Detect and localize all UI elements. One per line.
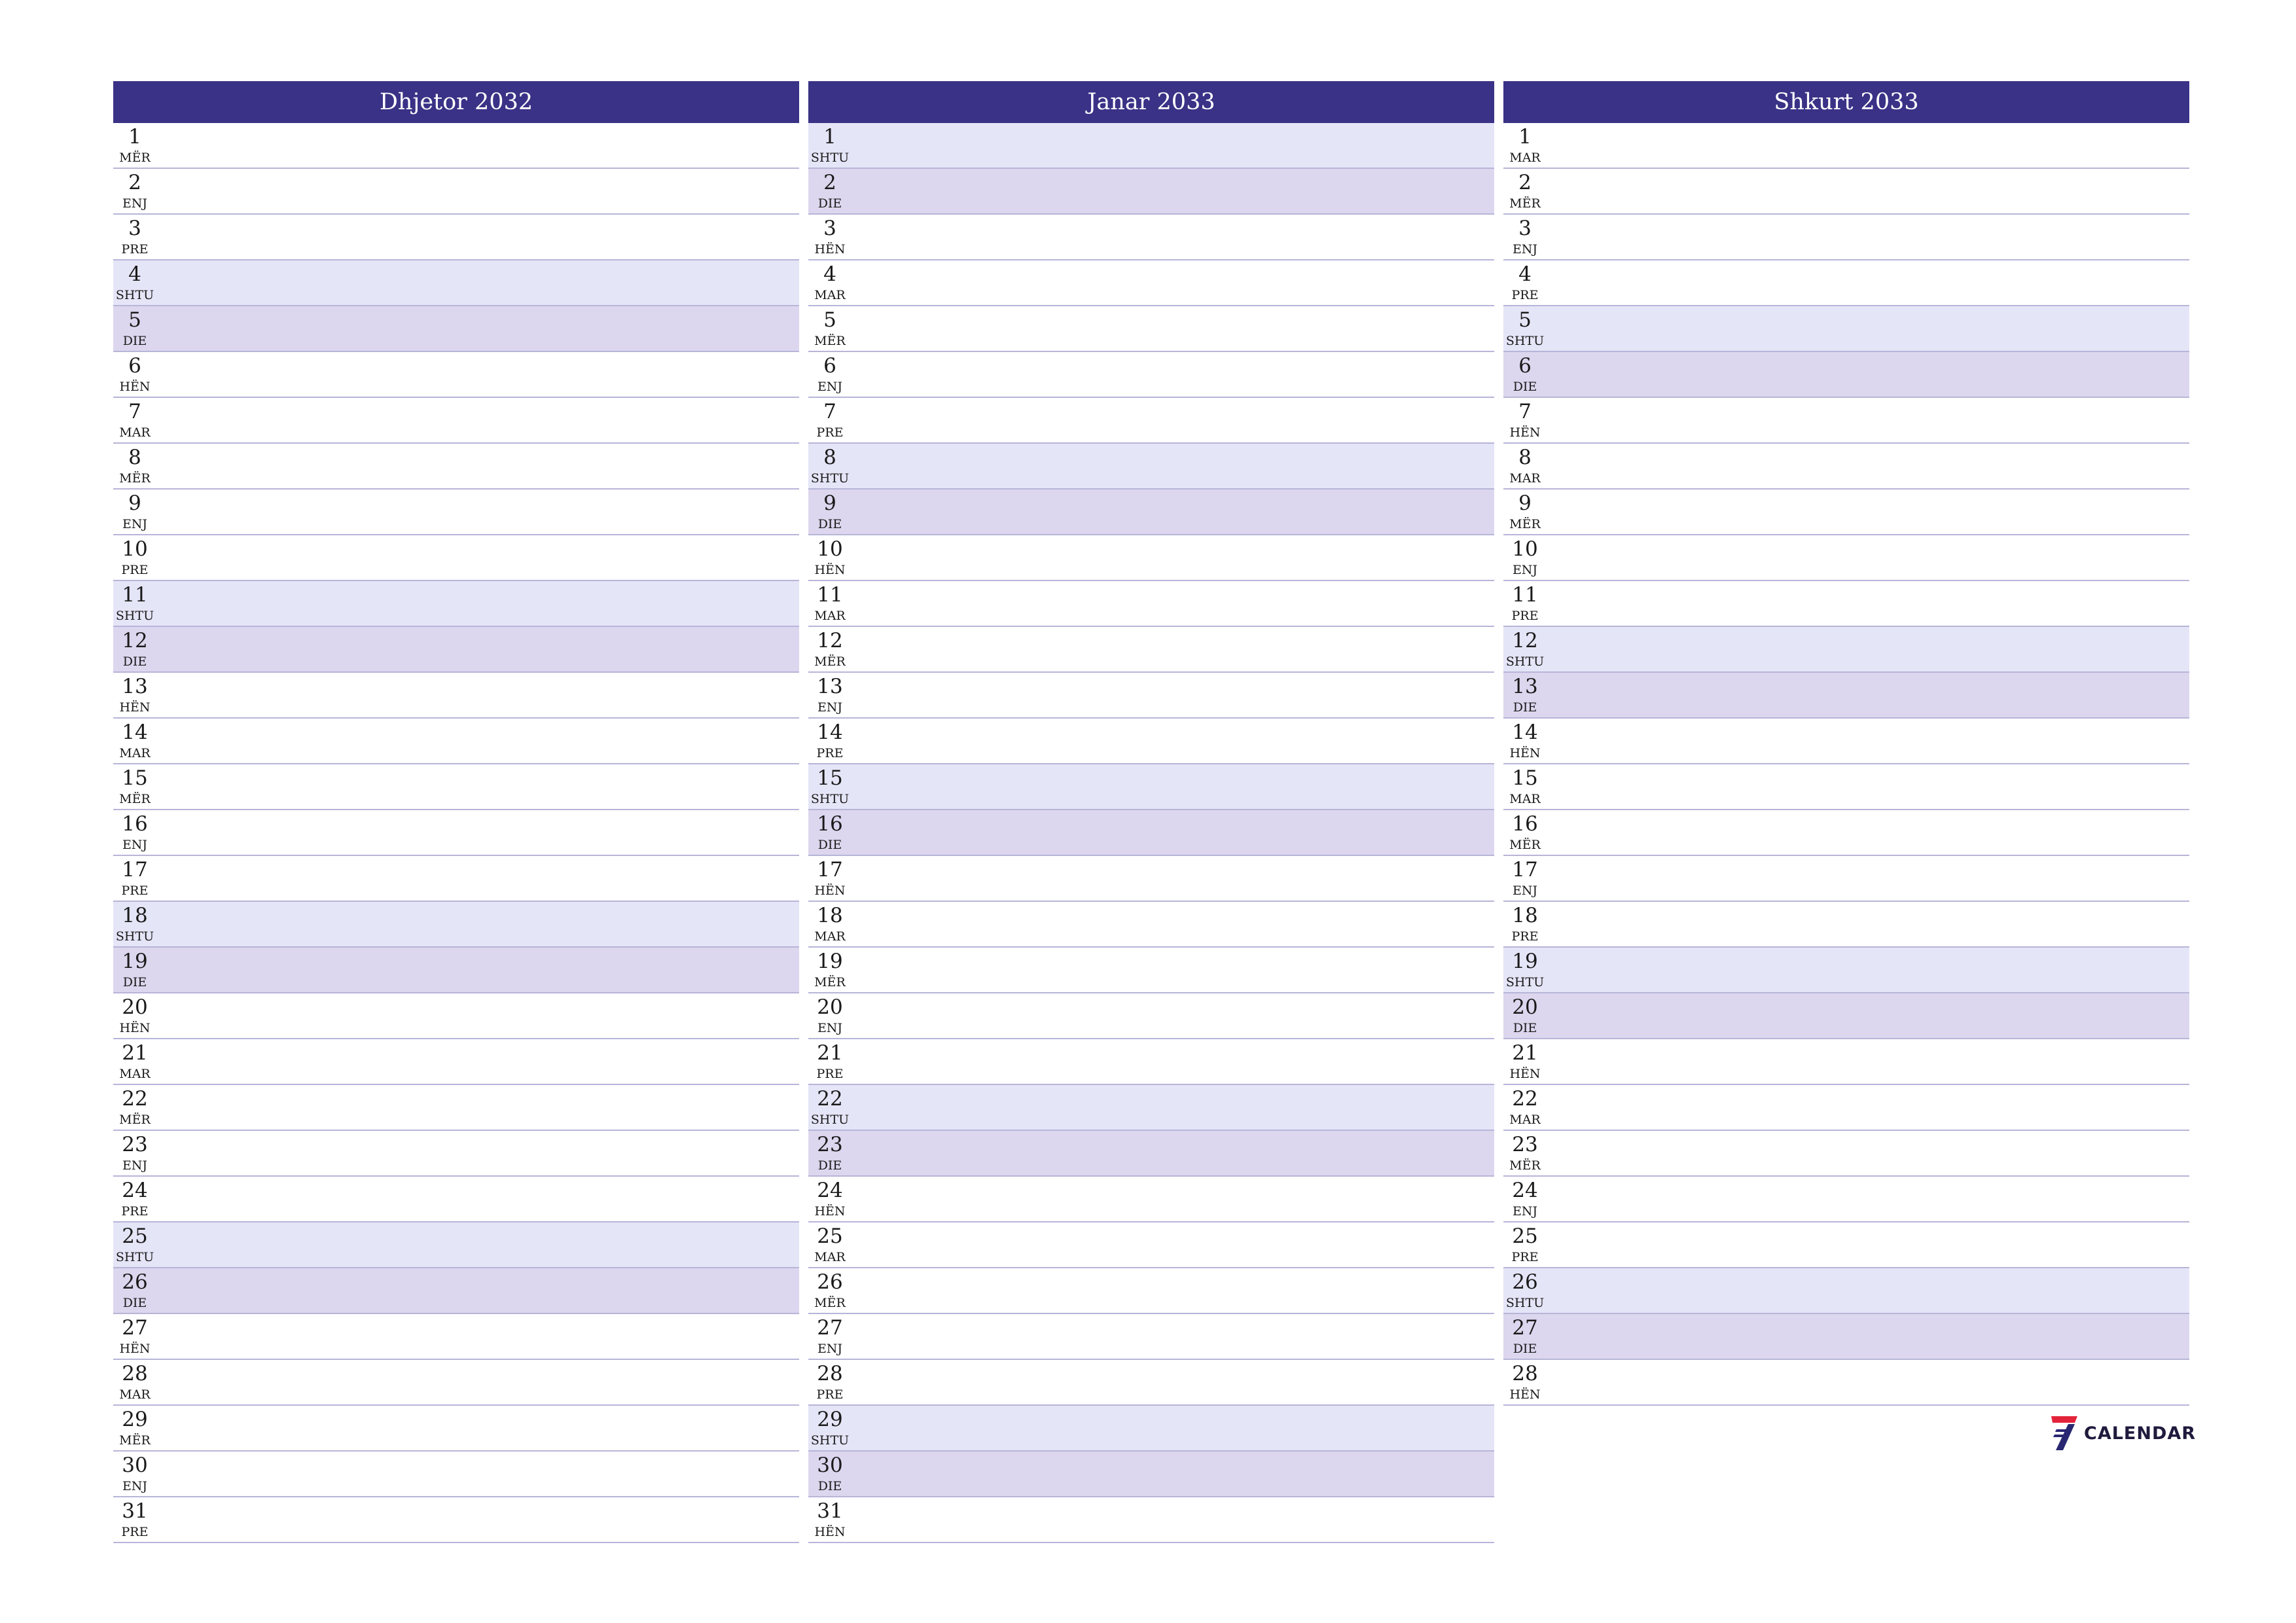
day-row	[808, 1222, 1494, 1268]
weekday-abbr: PRE	[1511, 1250, 1539, 1264]
day-row	[808, 719, 1494, 764]
day-row	[113, 1314, 799, 1360]
weekday-abbr: MAR	[814, 288, 846, 302]
day-row	[113, 1177, 799, 1222]
weekday-abbr: PRE	[1511, 929, 1539, 944]
weekday-abbr: SHTU	[1505, 1296, 1545, 1310]
day-number: 5	[1518, 308, 1532, 332]
weekday-abbr: DIE	[817, 196, 842, 211]
day-row	[808, 260, 1494, 306]
day-row	[1503, 490, 2189, 535]
day-row	[1503, 1360, 2189, 1406]
day-number: 24	[817, 1179, 843, 1202]
weekday-abbr: SHTU	[115, 929, 154, 944]
weekday-abbr: HËN	[1509, 1387, 1541, 1402]
day-number: 23	[817, 1133, 843, 1156]
day-row	[808, 398, 1494, 444]
day-number: 8	[1518, 446, 1532, 469]
day-number: 7	[1518, 400, 1532, 423]
weekday-abbr: MËR	[1509, 196, 1541, 211]
day-row	[113, 764, 799, 810]
day-number: 29	[122, 1408, 148, 1431]
day-number: 20	[817, 995, 843, 1019]
weekday-abbr: MËR	[814, 334, 846, 348]
day-number: 27	[122, 1316, 148, 1340]
weekday-abbr: MAR	[1509, 151, 1541, 165]
day-row	[1503, 948, 2189, 993]
weekday-abbr: ENJ	[1512, 883, 1538, 898]
month-header: Janar 2033	[808, 81, 1494, 123]
day-row	[113, 1406, 799, 1452]
day-row	[1503, 352, 2189, 398]
day-number: 28	[1512, 1362, 1538, 1385]
day-number: 7	[823, 400, 836, 423]
day-row	[1503, 398, 2189, 444]
day-row	[808, 215, 1494, 260]
weekday-abbr: HËN	[814, 883, 846, 898]
day-number: 28	[122, 1362, 148, 1385]
weekday-abbr: PRE	[816, 1067, 844, 1081]
day-number: 14	[1512, 721, 1538, 744]
day-number: 20	[1512, 995, 1538, 1019]
day-row	[113, 948, 799, 993]
day-row	[808, 810, 1494, 856]
day-row	[113, 810, 799, 856]
day-number: 23	[1512, 1133, 1538, 1156]
day-row	[1503, 1131, 2189, 1177]
day-row	[113, 260, 799, 306]
weekday-abbr: MËR	[1509, 838, 1541, 852]
day-number: 26	[1512, 1270, 1538, 1294]
weekday-abbr: SHTU	[1505, 975, 1545, 990]
weekday-abbr: ENJ	[1512, 242, 1538, 257]
day-row	[808, 1268, 1494, 1314]
day-number: 11	[817, 583, 843, 607]
day-row	[1503, 1085, 2189, 1131]
day-number: 19	[122, 950, 148, 973]
day-number: 3	[128, 217, 141, 240]
day-number: 9	[823, 491, 836, 515]
day-number: 13	[1512, 675, 1538, 698]
weekday-abbr: MAR	[119, 1387, 151, 1402]
day-row	[808, 1360, 1494, 1406]
day-row	[808, 902, 1494, 948]
weekday-abbr: DIE	[1513, 1342, 1537, 1356]
day-row	[113, 306, 799, 352]
weekday-abbr: HËN	[814, 242, 846, 257]
day-number: 10	[1512, 537, 1538, 561]
day-row	[1503, 764, 2189, 810]
day-number: 16	[817, 812, 843, 836]
day-row	[1503, 627, 2189, 673]
weekday-abbr: PRE	[121, 563, 149, 577]
weekday-abbr: PRE	[121, 883, 149, 898]
weekday-abbr: MËR	[119, 471, 151, 486]
brand-name: CALENDAR	[2084, 1423, 2197, 1444]
weekday-abbr: MAR	[814, 609, 846, 623]
day-row	[808, 306, 1494, 352]
day-row	[1503, 719, 2189, 764]
day-number: 13	[817, 675, 843, 698]
day-number: 7	[128, 400, 141, 423]
weekday-abbr: MËR	[119, 1433, 151, 1448]
day-row	[113, 123, 799, 169]
day-row	[113, 535, 799, 581]
weekday-abbr: PRE	[816, 746, 844, 760]
weekday-abbr: SHTU	[1505, 654, 1545, 669]
day-row	[808, 1085, 1494, 1131]
weekday-abbr: DIE	[1513, 1021, 1537, 1035]
day-row	[113, 856, 799, 902]
day-number: 25	[1512, 1224, 1538, 1248]
day-row	[808, 1497, 1494, 1543]
month-column-janar-2033	[808, 81, 1494, 1543]
day-row	[808, 673, 1494, 719]
day-number: 19	[817, 950, 843, 973]
day-number: 26	[817, 1270, 843, 1294]
day-number: 3	[823, 217, 836, 240]
day-number: 29	[817, 1408, 843, 1431]
day-row	[1503, 535, 2189, 581]
day-row	[808, 856, 1494, 902]
weekday-abbr: HËN	[119, 1342, 151, 1356]
weekday-abbr: ENJ	[817, 380, 843, 394]
month-header: Shkurt 2033	[1503, 81, 2189, 123]
weekday-abbr: PRE	[121, 1525, 149, 1539]
day-row	[1503, 902, 2189, 948]
day-row	[113, 1452, 799, 1497]
weekday-abbr: DIE	[122, 654, 147, 669]
day-row	[808, 444, 1494, 490]
day-number: 15	[1512, 766, 1538, 790]
day-number: 15	[122, 766, 148, 790]
day-number: 13	[122, 675, 148, 698]
day-number: 20	[122, 995, 148, 1019]
day-row	[113, 1222, 799, 1268]
day-number: 21	[122, 1041, 148, 1065]
weekday-abbr: SHTU	[810, 1433, 850, 1448]
weekday-abbr: ENJ	[122, 196, 148, 211]
weekday-abbr: SHTU	[115, 288, 154, 302]
day-number: 12	[817, 629, 843, 652]
day-number: 8	[128, 446, 141, 469]
day-number: 6	[1518, 354, 1532, 378]
day-number: 17	[1512, 858, 1538, 882]
day-row	[1503, 1039, 2189, 1085]
day-row	[113, 627, 799, 673]
day-number: 31	[817, 1499, 843, 1523]
day-number: 17	[122, 858, 148, 882]
weekday-abbr: SHTU	[810, 1113, 850, 1127]
weekday-abbr: MAR	[814, 929, 846, 944]
weekday-abbr: MËR	[814, 1296, 846, 1310]
day-row	[113, 398, 799, 444]
day-row	[113, 1039, 799, 1085]
weekday-abbr: MËR	[1509, 1158, 1541, 1173]
weekday-abbr: PRE	[121, 1204, 149, 1219]
day-number: 1	[128, 125, 141, 149]
weekday-abbr: MAR	[119, 1067, 151, 1081]
day-row	[808, 1131, 1494, 1177]
brand-logo	[2049, 1415, 2196, 1452]
weekday-abbr: DIE	[1513, 700, 1537, 715]
day-number: 21	[1512, 1041, 1538, 1065]
day-row	[1503, 215, 2189, 260]
day-row	[1503, 169, 2189, 215]
weekday-abbr: MAR	[119, 425, 151, 440]
day-row	[113, 215, 799, 260]
weekday-abbr: DIE	[122, 975, 147, 990]
weekday-abbr: MAR	[1509, 471, 1541, 486]
day-number: 24	[1512, 1179, 1538, 1202]
day-number: 24	[122, 1179, 148, 1202]
day-row	[113, 169, 799, 215]
day-row	[113, 352, 799, 398]
day-number: 11	[1512, 583, 1538, 607]
weekday-abbr: PRE	[816, 425, 844, 440]
day-number: 19	[1512, 950, 1538, 973]
day-number: 5	[128, 308, 141, 332]
weekday-abbr: MËR	[1509, 517, 1541, 531]
day-number: 18	[817, 904, 843, 927]
day-number: 9	[1518, 491, 1532, 515]
day-number: 21	[817, 1041, 843, 1065]
day-number: 31	[122, 1499, 148, 1523]
day-row	[808, 352, 1494, 398]
weekday-abbr: MAR	[1509, 792, 1541, 806]
day-number: 15	[817, 766, 843, 790]
day-number: 25	[122, 1224, 148, 1248]
weekday-abbr: ENJ	[122, 1479, 148, 1493]
day-number: 30	[817, 1454, 843, 1477]
weekday-abbr: ENJ	[817, 700, 843, 715]
day-number: 4	[1518, 262, 1532, 286]
weekday-abbr: PRE	[816, 1387, 844, 1402]
day-number: 6	[823, 354, 836, 378]
weekday-abbr: SHTU	[1505, 334, 1545, 348]
day-number: 28	[817, 1362, 843, 1385]
day-number: 17	[817, 858, 843, 882]
day-row	[1503, 123, 2189, 169]
day-number: 8	[823, 446, 836, 469]
day-number: 4	[128, 262, 141, 286]
weekday-abbr: SHTU	[115, 1250, 154, 1264]
day-row	[808, 123, 1494, 169]
day-row	[1503, 581, 2189, 627]
month-column-dhjetor-2032	[113, 81, 799, 1543]
weekday-abbr: ENJ	[1512, 1204, 1538, 1219]
day-row	[808, 948, 1494, 993]
weekday-abbr: MËR	[814, 654, 846, 669]
day-number: 18	[122, 904, 148, 927]
day-row	[113, 1497, 799, 1543]
weekday-abbr: PRE	[1511, 288, 1539, 302]
day-number: 22	[122, 1087, 148, 1111]
day-row	[808, 169, 1494, 215]
weekday-abbr: HËN	[1509, 746, 1541, 760]
weekday-abbr: SHTU	[810, 471, 850, 486]
day-number: 1	[823, 125, 836, 149]
day-number: 10	[817, 537, 843, 561]
weekday-abbr: ENJ	[122, 838, 148, 852]
day-number: 2	[823, 171, 836, 194]
weekday-abbr: DIE	[817, 1479, 842, 1493]
seven-calendar-logo-icon	[2049, 1415, 2079, 1452]
weekday-abbr: MËR	[119, 1113, 151, 1127]
day-row	[1503, 1268, 2189, 1314]
day-number: 9	[128, 491, 141, 515]
day-row	[808, 1452, 1494, 1497]
weekday-abbr: HËN	[814, 563, 846, 577]
day-number: 22	[1512, 1087, 1538, 1111]
day-row	[1503, 1314, 2189, 1360]
day-row	[113, 1131, 799, 1177]
weekday-abbr: ENJ	[817, 1342, 843, 1356]
weekday-abbr: SHTU	[115, 609, 154, 623]
day-number: 18	[1512, 904, 1538, 927]
weekday-abbr: HËN	[814, 1204, 846, 1219]
day-number: 14	[817, 721, 843, 744]
day-row	[1503, 810, 2189, 856]
day-row	[1503, 673, 2189, 719]
month-column-shkurt-2033	[1503, 81, 2189, 1406]
day-row	[808, 581, 1494, 627]
day-number: 26	[122, 1270, 148, 1294]
weekday-abbr: DIE	[817, 517, 842, 531]
weekday-abbr: ENJ	[817, 1021, 843, 1035]
day-list	[113, 123, 799, 1543]
weekday-abbr: MAR	[1509, 1113, 1541, 1127]
month-header: Dhjetor 2032	[113, 81, 799, 123]
weekday-abbr: HËN	[119, 1021, 151, 1035]
day-row	[1503, 1222, 2189, 1268]
weekday-abbr: MËR	[814, 975, 846, 990]
day-number: 4	[823, 262, 836, 286]
weekday-abbr: HËN	[814, 1525, 846, 1539]
day-row	[808, 1039, 1494, 1085]
day-row	[1503, 444, 2189, 490]
day-row	[113, 1360, 799, 1406]
weekday-abbr: ENJ	[122, 517, 148, 531]
day-number: 6	[128, 354, 141, 378]
weekday-abbr: SHTU	[810, 792, 850, 806]
day-row	[113, 581, 799, 627]
day-row	[1503, 993, 2189, 1039]
day-row	[1503, 1177, 2189, 1222]
day-row	[113, 1268, 799, 1314]
day-number: 16	[122, 812, 148, 836]
day-number: 14	[122, 721, 148, 744]
weekday-abbr: PRE	[1511, 609, 1539, 623]
day-number: 16	[1512, 812, 1538, 836]
weekday-abbr: MAR	[814, 1250, 846, 1264]
weekday-abbr: HËN	[119, 380, 151, 394]
weekday-abbr: ENJ	[1512, 563, 1538, 577]
weekday-abbr: MAR	[119, 746, 151, 760]
weekday-abbr: HËN	[1509, 425, 1541, 440]
day-row	[808, 535, 1494, 581]
day-row	[113, 444, 799, 490]
day-number: 12	[1512, 629, 1538, 652]
day-row	[808, 993, 1494, 1039]
day-number: 12	[122, 629, 148, 652]
weekday-abbr: SHTU	[810, 151, 850, 165]
day-row	[808, 1177, 1494, 1222]
day-row	[808, 490, 1494, 535]
day-row	[1503, 856, 2189, 902]
weekday-abbr: DIE	[817, 838, 842, 852]
day-list	[1503, 123, 2189, 1406]
day-number: 30	[122, 1454, 148, 1477]
day-row	[808, 764, 1494, 810]
weekday-abbr: HËN	[119, 700, 151, 715]
day-row	[1503, 306, 2189, 352]
weekday-abbr: DIE	[1513, 380, 1537, 394]
day-number: 3	[1518, 217, 1532, 240]
day-row	[808, 1314, 1494, 1360]
weekday-abbr: MËR	[119, 792, 151, 806]
day-row	[808, 1406, 1494, 1452]
day-number: 23	[122, 1133, 148, 1156]
day-number: 22	[817, 1087, 843, 1111]
day-number: 5	[823, 308, 836, 332]
weekday-abbr: DIE	[122, 334, 147, 348]
weekday-abbr: MËR	[119, 151, 151, 165]
day-row	[1503, 260, 2189, 306]
day-row	[113, 719, 799, 764]
weekday-abbr: HËN	[1509, 1067, 1541, 1081]
weekday-abbr: ENJ	[122, 1158, 148, 1173]
day-number: 1	[1518, 125, 1532, 149]
day-row	[808, 627, 1494, 673]
day-number: 27	[1512, 1316, 1538, 1340]
day-number: 25	[817, 1224, 843, 1248]
day-number: 2	[1518, 171, 1532, 194]
weekday-abbr: PRE	[121, 242, 149, 257]
weekday-abbr: DIE	[817, 1158, 842, 1173]
day-row	[113, 673, 799, 719]
day-number: 11	[122, 583, 148, 607]
day-number: 27	[817, 1316, 843, 1340]
day-row	[113, 490, 799, 535]
day-row	[113, 993, 799, 1039]
day-number: 2	[128, 171, 141, 194]
day-list	[808, 123, 1494, 1543]
day-row	[113, 1085, 799, 1131]
day-row	[113, 902, 799, 948]
weekday-abbr: DIE	[122, 1296, 147, 1310]
day-number: 10	[122, 537, 148, 561]
